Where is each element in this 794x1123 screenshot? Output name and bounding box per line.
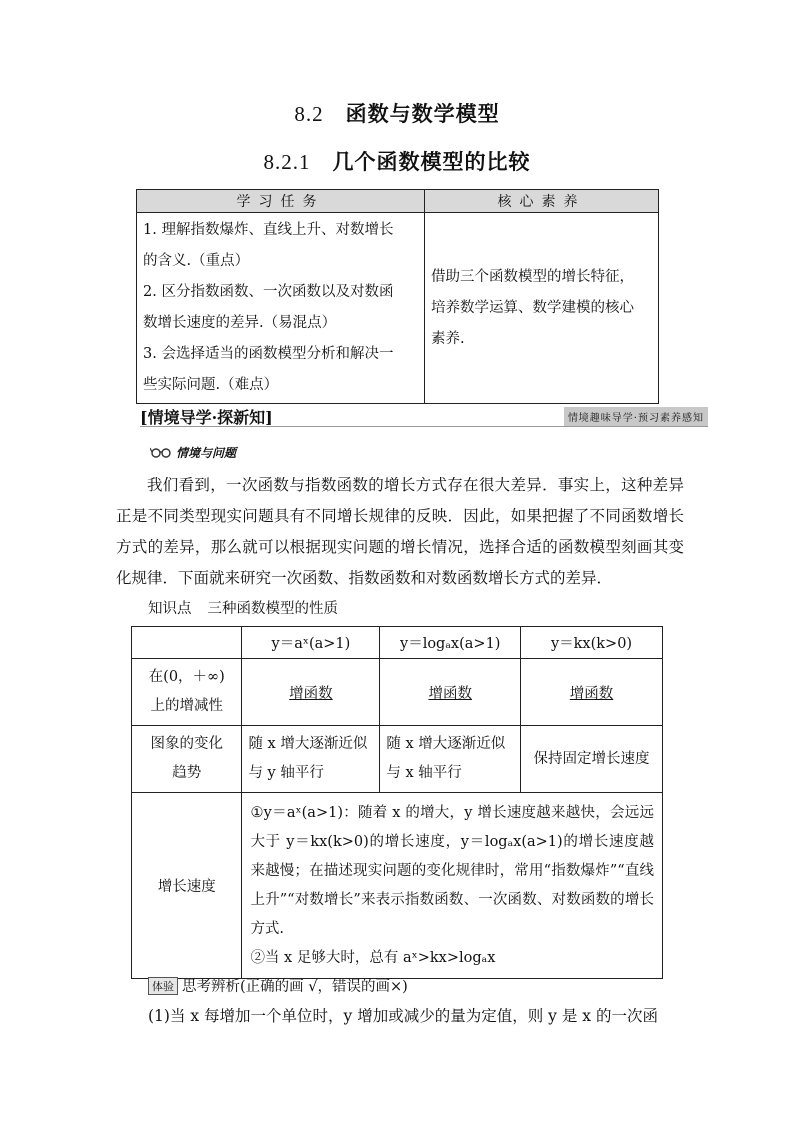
section-banner: [140, 405, 708, 427]
glasses-icon: [150, 446, 172, 458]
row-label-monotonicity: [132, 659, 242, 726]
practice-badge: 体验: [148, 977, 178, 995]
section-banner-label: [情境导学·探新知]: [140, 408, 273, 427]
row-label-line: 上的增减性: [150, 698, 223, 714]
log-monotonicity: [380, 659, 521, 726]
log-trend: [380, 726, 521, 793]
core-literacy-cell: [425, 213, 659, 404]
exp-monotonicity: [242, 659, 380, 726]
prop-header-row: [132, 627, 663, 659]
task-line: 些实际问题.（难点）: [143, 377, 279, 393]
answer-text: 增函数: [289, 685, 333, 702]
cell-line: 与 x 轴平行: [386, 765, 462, 781]
row-label-trend: [132, 726, 242, 793]
intro-paragraph: 我们看到，一次函数与指数函数的增长方式存在很大差异．事实上，这种差异正是不同类型现实问题具有不同增长规律的反映．因此，如果把握了不同函数增长方式的差异，那么就可以根据现实问题的增长情况，选择合适的函数模型刻画其变化规律．下面就来研究一次函数、指数函数和对数函数增长方式的差异．: [116, 476, 684, 587]
knowledge-point-title: 三种函数模型的性质: [207, 601, 338, 617]
col-header-logarithmic: y＝logₐx(a>1): [380, 627, 521, 659]
learning-tasks-cell: [137, 213, 425, 404]
subsection-number: 8.2.1: [263, 150, 311, 174]
section-number: 8.2: [294, 102, 324, 126]
section-divider: [140, 426, 708, 427]
function-properties-table: [131, 626, 663, 979]
situation-label: [150, 444, 236, 461]
header-core-literacy: 核心素养: [425, 190, 659, 213]
cell-line: 随 x 增大逐渐近似: [386, 736, 506, 752]
knowledge-point: [148, 597, 354, 618]
section-heading: [0, 98, 794, 128]
section-banner-tag: 情境趣味导学·预习素养感知: [564, 407, 708, 426]
row-label-line: 趋势: [172, 765, 202, 781]
growth-point-1: ①y＝aˣ(a>1)：随着 x 的增大，y 增长速度越来越快，会远远大于 y＝kx(k>0)的增长速度，y＝logₐx(a>1)的增长速度越来越慢；在描述现实问题的变化规律时，常用“指数爆炸”“直线上升”“对数增长”来表示指数函数、一次函数、对数函数的增长方式.: [250, 804, 654, 937]
task-line: 数增长速度的差异.（易混点）: [143, 315, 337, 331]
answer-text: 增函数: [428, 685, 472, 702]
row-label-growth: 增长速度: [132, 793, 242, 979]
task-line: 的含义.（重点）: [143, 253, 250, 269]
question-1: (1)当 x 每增加一个单位时，y 增加或减少的量为定值，则 y 是 x 的一次函: [148, 1007, 658, 1025]
growth-point-2: ②当 x 足够大时，总有 aˣ>kx>logₐx: [250, 949, 496, 966]
empty-corner-cell: [132, 627, 242, 659]
lin-trend: 保持固定增长速度: [521, 726, 663, 793]
row-label-line: 在(0，＋∞): [148, 669, 225, 685]
lin-monotonicity: [521, 659, 663, 726]
task-line: 3. 会选择适当的函数模型分析和解决一: [143, 346, 394, 362]
section-title: 函数与数学模型: [345, 101, 500, 126]
literacy-line: 素养.: [431, 330, 465, 347]
knowledge-point-label: 知识点: [148, 601, 192, 617]
subsection-heading: [0, 146, 794, 176]
situation-label-text: 情境与问题: [176, 446, 237, 460]
subsection-title: 几个函数模型的比较: [332, 149, 531, 174]
prop-row-trend: [132, 726, 663, 793]
row-label-line: 图象的变化: [150, 736, 223, 752]
task-table-row: [137, 213, 659, 404]
col-header-exponential: y＝aˣ(a>1): [242, 627, 380, 659]
growth-description: [242, 793, 663, 979]
task-table-header-row: [137, 190, 659, 213]
learning-task-table: [136, 189, 659, 404]
prop-row-monotonicity: [132, 659, 663, 726]
exp-trend: [242, 726, 380, 793]
practice-label: [148, 975, 408, 996]
cell-line: 与 y 轴平行: [248, 765, 324, 781]
prop-row-growth: [132, 793, 663, 979]
literacy-line: 培养数学运算、数学建模的核心: [431, 299, 634, 316]
task-line: 2. 区分指数函数、一次函数以及对数函: [143, 284, 394, 300]
cell-line: 随 x 增大逐渐近似: [248, 736, 368, 752]
answer-text: 增函数: [569, 685, 614, 702]
col-header-linear: y＝kx(k>0): [521, 627, 663, 659]
task-line: 1. 理解指数爆炸、直线上升、对数增长: [143, 222, 394, 238]
practice-instruction: 思考辨析(正确的画 √，错误的画×): [182, 979, 408, 995]
header-learning-tasks: 学习任务: [137, 190, 425, 213]
literacy-line: 借助三个函数模型的增长特征，: [431, 268, 634, 285]
